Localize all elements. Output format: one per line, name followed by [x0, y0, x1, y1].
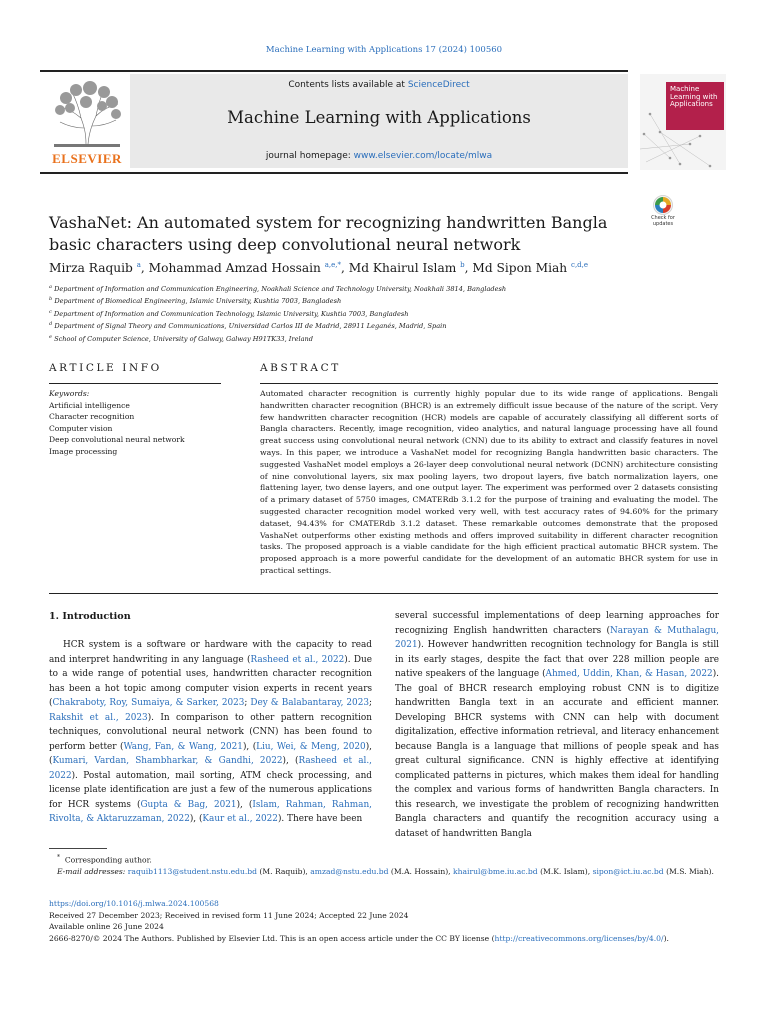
keyword-item: Computer vision — [49, 423, 113, 433]
contents-line — [130, 80, 628, 90]
cover-title: Machine Learning with Applications — [670, 85, 718, 108]
citation-link[interactable]: Gupta & Bag, 2021 — [140, 799, 237, 810]
keywords-block — [49, 388, 185, 458]
email-link[interactable]: khairul@bme.iu.ac.bd — [453, 867, 538, 877]
affiliation-text: School of Computer Science, University of Galway, Galway H91TK33, Ireland — [54, 335, 313, 344]
license-prefix: 2666-8270/© 2024 The Authors. Published by Elsevier Ltd. This is an open access article under the CC BY license ( — [49, 933, 495, 943]
author-list: Mirza Raquib $^a$, Mohammad Amzad Hossain $^{a,e,*}$, Md Khairul Islam $^b$, Md Sipon Miah $^{c,d,e}$ — [49, 261, 589, 276]
keyword-item: Artificial intelligence — [49, 400, 130, 410]
intro-paragraph-left — [49, 638, 372, 827]
affiliation-line — [49, 319, 729, 331]
banner-top-rule — [40, 70, 628, 72]
affiliation-mark: c — [49, 308, 52, 315]
license-link[interactable]: http://creativecommons.org/licenses/by/4.0/ — [494, 933, 664, 943]
citation-link[interactable]: Rakshit et al., 2023 — [49, 712, 148, 723]
author-affiliation-mark[interactable]: b — [460, 261, 465, 269]
body-text: ), ( — [242, 741, 257, 752]
affiliation-text: Department of Biomedical Engineering, Islamic University, Kushtia 7003, Bangladesh — [54, 297, 342, 306]
affiliation-line — [49, 294, 729, 306]
email-link[interactable]: sipon@ict.iu.ac.bd — [592, 867, 664, 877]
body-text: ). Due to a wide range of potential uses, handwritten character recognition has been a hot topic among computer vision experts in recent years ( — [49, 654, 372, 708]
journal-cover-thumbnail[interactable] — [640, 74, 726, 170]
citation-link[interactable]: Kaur et al., 2022 — [202, 814, 278, 824]
available-online: Available online 26 June 2024 — [49, 922, 164, 932]
email-owner: (M. Raquib), — [259, 867, 308, 877]
check-for-updates-badge[interactable] — [648, 195, 678, 233]
body-text: ; — [244, 698, 251, 708]
citation-link[interactable]: Kumari, Vardan, Shambharkar, & Gandhi, 2022 — [52, 756, 283, 766]
citation-link[interactable]: Rasheed et al., 2022 — [49, 756, 372, 781]
received-dates: Received 27 December 2023; Received in revised form 11 June 2024; Accepted 22 June 2024 — [49, 910, 409, 920]
email-link[interactable]: amzad@nstu.edu.bd — [310, 867, 389, 877]
body-text: ; — [369, 698, 372, 708]
keywords-label: Keywords: — [49, 389, 90, 398]
abstract-bottom-rule — [49, 593, 718, 594]
email-link[interactable]: raquib1113@student.nstu.edu.bd — [127, 867, 257, 877]
affiliation-mark: d — [49, 321, 53, 328]
homepage-line — [130, 151, 628, 161]
body-text: several successful implementations of deep learning approaches for recognizing English handwritten characters ( — [395, 611, 719, 636]
author-affiliation-mark[interactable]: a,e,* — [324, 261, 342, 269]
keyword-item: Character recognition — [49, 412, 135, 422]
front-matter — [49, 898, 729, 944]
license-line — [49, 933, 729, 945]
body-text: ). In comparison to other pattern recognition techniques, convolutional neural network (CNN) has been found to perform better ( — [49, 712, 372, 752]
author-affiliation-mark[interactable]: c,d,e — [571, 261, 589, 269]
body-text: ), ( — [282, 756, 299, 766]
section-heading-introduction: 1. Introduction — [49, 611, 131, 622]
body-text: ). However handwritten recognition technology for Bangla is still in its early stages, despite the fact that over 228 million people are native speakers of the language ( — [395, 640, 719, 679]
abstract-rule — [260, 383, 718, 384]
corresponding-author-footnote — [49, 852, 729, 878]
affiliation-mark: b — [49, 296, 53, 303]
contents-prefix: Contents lists available at — [288, 80, 408, 90]
crossmark-label: Check for updates — [651, 215, 675, 227]
email-owner: (M.A. Hossain), — [390, 867, 451, 877]
citation-link[interactable]: Liu, Wei, & Meng, 2020 — [256, 741, 366, 752]
affiliation-line — [49, 332, 729, 344]
body-text: ). There have been — [277, 814, 363, 824]
abstract-text: Automated character recognition is currently highly popular due to its wide range of applications. Bengali handwritten character recognition (BHCR) is an extremely difficult issue because of the nature of the script. Very few handwritten character recognition (HCR) models are capable of accurately classifying all different sorts of Bangla characters. Recently, image recognition, video analytics, and natural language processing have all found great success using convolutional neural network (CNN) due to its ability to extract and classify features in novel ways. In this paper, we introduce a VashaNet model for recognizing Bangla handwritten basic characters. The suggested VashaNet model employs a 26-layer deep convolutional neural network (DCNN) architecture consisting of nine convolutional layers, six max pooling layers, two dropout layers, five batch normalization layers, one flattening layer, two dense layers, and one output layer. The experiment was performed over 2 datasets consisting of a primary dataset of 5750 images, CMATERdb 3.1.2 for the purpose of training and evaluating the model. The suggested character recognition model worked very well, with test accuracy rates of 94.60% for the primary dataset, 94.43% for CMATERdb 3.1.2 dataset. These remarkable outcomes demonstrate that the proposed VashaNet outperforms other existing methods and offers improved suitability in different character recognition tasks. The proposed approach is a viable candidate for the high efficient practical automatic BHCR system. The proposed approach is a more powerful candidate for the development of an automatic BHCR system for use in practical settings. — [260, 389, 718, 575]
affiliation-line — [49, 282, 729, 294]
keyword-item: Deep convolutional neural network — [49, 435, 185, 445]
email-owner: (M.K. Islam), — [540, 867, 591, 877]
license-suffix: ). — [663, 933, 669, 943]
author-affiliation-mark[interactable]: a — [136, 261, 141, 269]
sciencedirect-link[interactable]: ScienceDirect — [407, 80, 470, 90]
email-owner: (M.S. Miah). — [666, 867, 714, 877]
affiliation-text: Department of Information and Communication Technology, Islamic University, Kushtia 7003, Bangladesh — [53, 310, 409, 319]
email-line — [49, 866, 729, 878]
corresponding-line: * Corresponding author. — [57, 854, 152, 865]
publisher-wordmark: ELSEVIER — [52, 151, 122, 166]
body-text: ). The goal of BHCR research employing robust CNN is to digitize handwritten Bangla text in an accurate and efficient manner. Developing BHCR systems with CNN can help with document digitalization, effective information retrieval, and literacy enhancement because Bangla is a language that millions of people speak and has great cultural significance. CNN is highly effective at identifying complicated patterns in pictures, which makes them ideal for handling the complex and various forms of handwritten Bangla characters. In this research, we investigate the problem of recognizing handwritten Bangla characters and quantify the recognition accuracy using a dataset of handwritten Bangla — [395, 669, 719, 839]
author-name: Md Khairul Islam — [348, 261, 457, 276]
doi-link[interactable]: https://doi.org/10.1016/j.mlwa.2024.100568 — [49, 899, 219, 908]
crossmark-icon — [648, 195, 678, 217]
body-text: ). Postal automation, mail sorting, ATM check processing, and license plate identification are just a few of the numerous applications for HCR systems ( — [49, 770, 372, 810]
keyword-item: Image processing — [49, 446, 118, 456]
article-info-rule — [49, 383, 221, 384]
journal-title: Machine Learning with Applications — [227, 108, 531, 127]
affiliation-line — [49, 307, 729, 319]
citation-link[interactable]: Ahmed, Uddin, Khan, & Hasan, 2022 — [545, 669, 713, 679]
author-name: Mohammad Amzad Hossain — [148, 261, 321, 276]
corresponding-text: Corresponding author. — [64, 855, 152, 865]
email-label: E-mail addresses: — [57, 867, 126, 877]
body-text: HCR system is a software or hardware with the capacity to read and interpret handwriting in any language ( — [49, 640, 372, 665]
body-text: ), ( — [189, 814, 203, 824]
body-text: ), ( — [49, 741, 372, 766]
citation-link[interactable]: Islam, Rahman, Rahman, Rivolta, & Aktaruzzaman, 2022 — [49, 799, 372, 824]
citation-link[interactable]: Chakraboty, Roy, Sumaiya, & Sarker, 2023 — [52, 698, 245, 708]
author-name: Mirza Raquib — [49, 261, 133, 276]
affiliation-mark: a — [49, 284, 52, 290]
email-list — [125, 867, 714, 876]
abstract-heading: ABSTRACT — [260, 362, 341, 374]
keywords-list — [49, 400, 185, 458]
banner-bottom-rule — [40, 172, 628, 174]
intro-paragraph-right — [395, 609, 719, 841]
affiliation-text: Department of Information and Communication Engineering, Noakhali Science and Technology University, Noakhali 3814, Bangladesh — [54, 285, 507, 294]
article-info-heading: ARTICLE INFO — [49, 362, 162, 374]
affiliation-mark: e — [49, 333, 52, 340]
citation-link[interactable]: Narayan & Muthalagu, 2021 — [395, 625, 719, 650]
affiliations — [49, 282, 729, 344]
citation-link[interactable]: Wang, Fan, & Wang, 2021 — [123, 741, 243, 752]
running-head[interactable]: Machine Learning with Applications 17 (2024) 100560 — [265, 45, 503, 55]
journal-homepage-link[interactable]: www.elsevier.com/locate/mlwa — [353, 151, 493, 161]
citation-link[interactable]: Rasheed et al., 2022 — [250, 654, 345, 665]
paper-title: VashaNet: An automated system for recognizing handwritten Bangla basic characters using deep convolutional neural network — [49, 213, 608, 254]
homepage-prefix: journal homepage: — [265, 151, 354, 161]
body-text: ), ( — [236, 799, 253, 810]
affiliation-text: Department of Signal Theory and Communications, Universidad Carlos III de Madrid, 28911 Leganés, Madrid, Spain — [54, 322, 447, 331]
citation-link[interactable]: Dey & Balabantaray, 2023 — [250, 698, 369, 708]
author-name: Md Sipon Miah — [472, 261, 568, 276]
footnote-rule — [49, 848, 107, 849]
